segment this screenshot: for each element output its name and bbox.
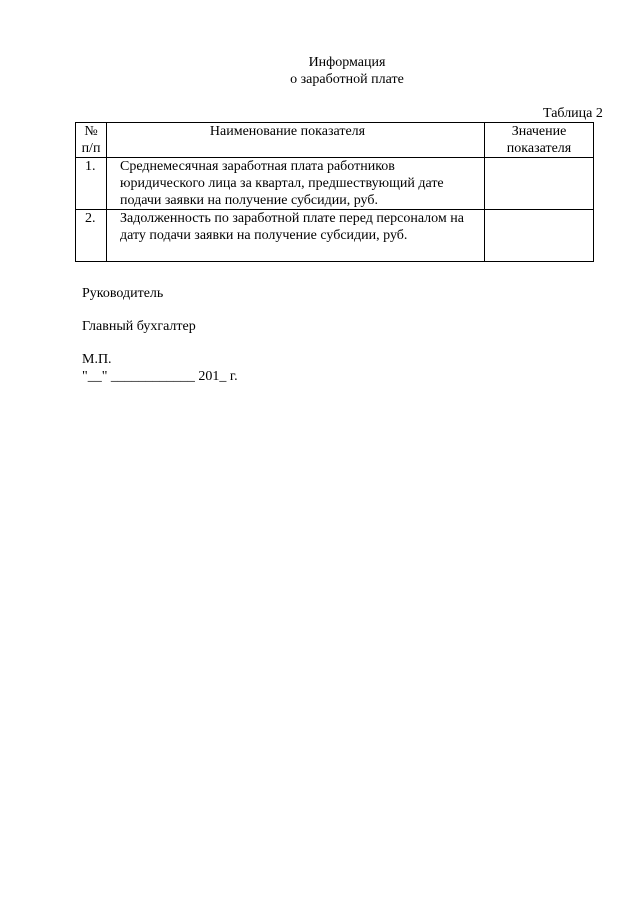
table-header-row — [76, 123, 594, 158]
row-number-cell: 1. — [76, 158, 107, 210]
row-value-cell[interactable] — [485, 210, 594, 262]
row-name-cell: Задолженность по заработной плате перед персоналом на дату подачи заявки на получение субсидии, руб. — [107, 210, 485, 262]
column-header-value: Значение показателя — [485, 123, 594, 158]
column-header-name: Наименование показателя — [107, 123, 485, 158]
table-row — [76, 210, 594, 262]
row-name-cell: Среднемесячная заработная плата работников юридического лица за квартал, предшествующий дате подачи заявки на получение субсидии, руб. — [107, 158, 485, 210]
accountant-signature-label: Главный бухгалтер — [82, 319, 196, 334]
stamp-label: М.П. — [82, 352, 112, 367]
row-value-cell[interactable] — [485, 158, 594, 210]
table-row — [76, 158, 594, 210]
date-line: "__" ____________ 201_ г. — [82, 369, 238, 384]
row-number-cell: 2. — [76, 210, 107, 262]
director-signature-label: Руководитель — [82, 286, 164, 301]
salary-info-table — [75, 122, 594, 262]
table-caption: Таблица 2 — [543, 106, 603, 121]
column-header-number: № п/п — [76, 123, 107, 158]
document-title: Информация — [308, 55, 386, 70]
document-subtitle: о заработной плате — [290, 72, 404, 87]
